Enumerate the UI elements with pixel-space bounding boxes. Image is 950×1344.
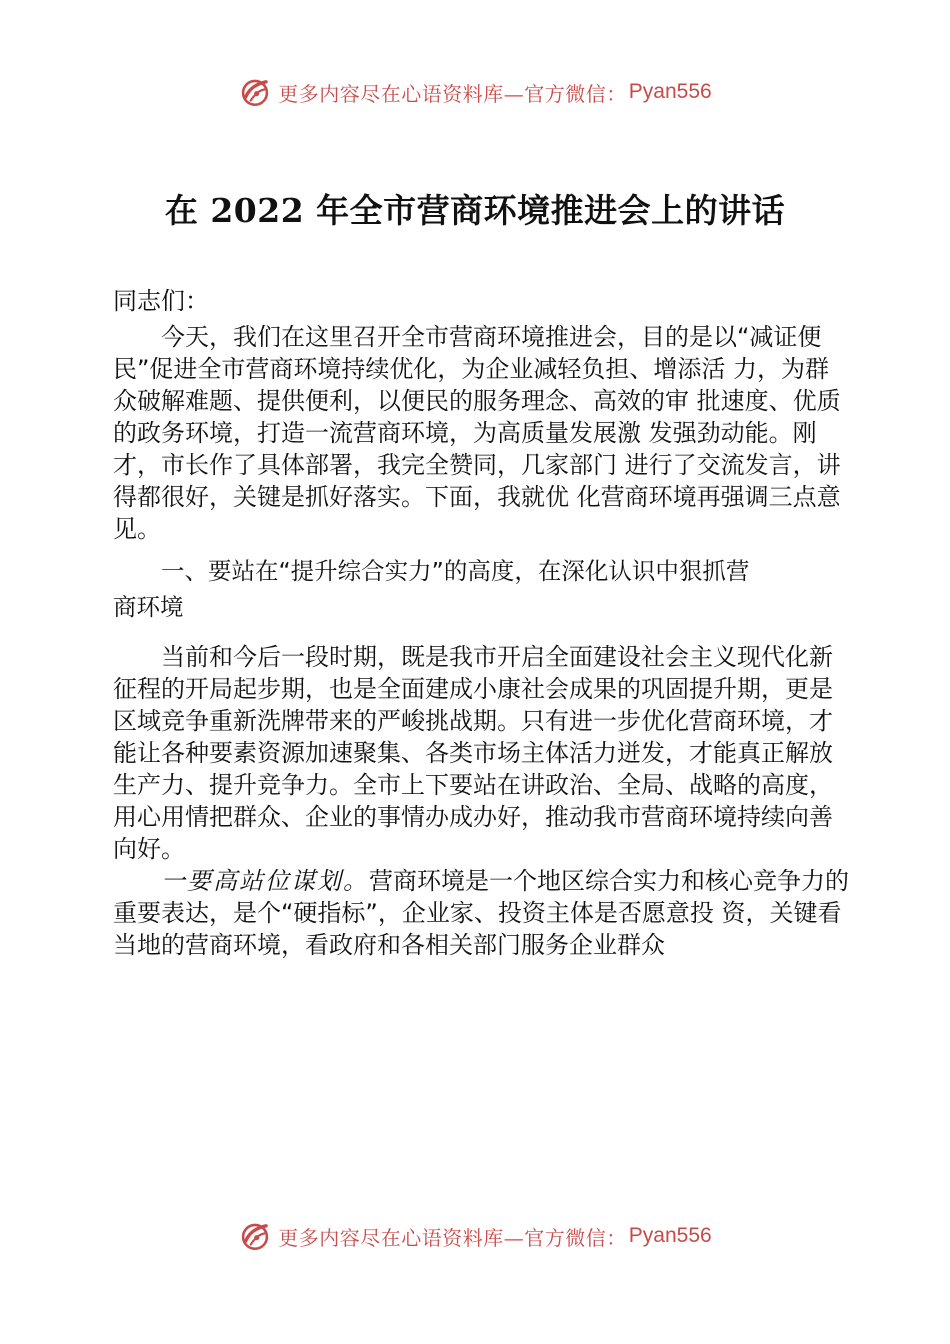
paragraph-3-text: 营商环境是一个地区综合实力和核心竞争力的重要表达，是个“硬指标”，企业家、投资主体是否愿意投 资，关键看当地的营商环境，看政府和各相关部门服务企业群众	[113, 867, 849, 959]
brush-swirl-logo-icon	[238, 1219, 272, 1253]
watermark-wechat-id: Pyan556	[628, 80, 712, 103]
paragraph-3	[113, 865, 853, 961]
watermark-wechat-id: Pyan556	[628, 1224, 712, 1247]
header-watermark	[0, 72, 950, 112]
document-body	[113, 285, 853, 961]
document-title: 在 2022 年全市营商环境推进会上的讲话	[164, 191, 786, 230]
watermark-text: 更多内容尽在心语资料库—官方微信：	[278, 81, 627, 106]
greeting: 同志们：	[113, 287, 209, 315]
brush-swirl-logo-icon	[238, 75, 272, 109]
paragraph-1: 今天，我们在这里召开全市营商环境推进会，目的是以“减证便民”促进全市营商环境持续优化，为企业减轻负担、增添活 力，为群众破解难题、提供便利，以便民的服务理念、高效的审 批速度、优质的政务环境，打造一流营商环境，为高质量发展激 发强劲动能。刚才，市长作了具体部署，我完全赞同，几家部门 进行了交流发言，讲得都很好，关键是抓好落实。下面，我就优 化营商环境再强调三点意见。	[113, 323, 841, 543]
paragraph-2: 当前和今后一段时期，既是我市开启全面建设社会主义现代化新征程的开局起步期，也是全面建成小康社会成果的巩固提升期，更是区域竞争重新洗牌带来的严峻挑战期。只有进一步优化营商环境，才能让各种要素资源加速聚集、各类市场主体活力迸发，才能真正解放生产力、提升竞争力。全市上下要站在讲政治、全局、战略的高度，用心用情把群众、企业的事情办成办好，推动我市营商环境持续向善向好。	[113, 643, 833, 863]
watermark-text: 更多内容尽在心语资料库—官方微信：	[278, 1225, 627, 1250]
section-heading-1: 一、要站在“提升综合实力”的高度，在深化认识中狠抓营	[161, 557, 750, 585]
subheading: 一要高站位谋划。	[161, 867, 369, 895]
footer-watermark	[0, 1216, 950, 1256]
section-heading-1-continuation: 商环境	[113, 593, 184, 621]
